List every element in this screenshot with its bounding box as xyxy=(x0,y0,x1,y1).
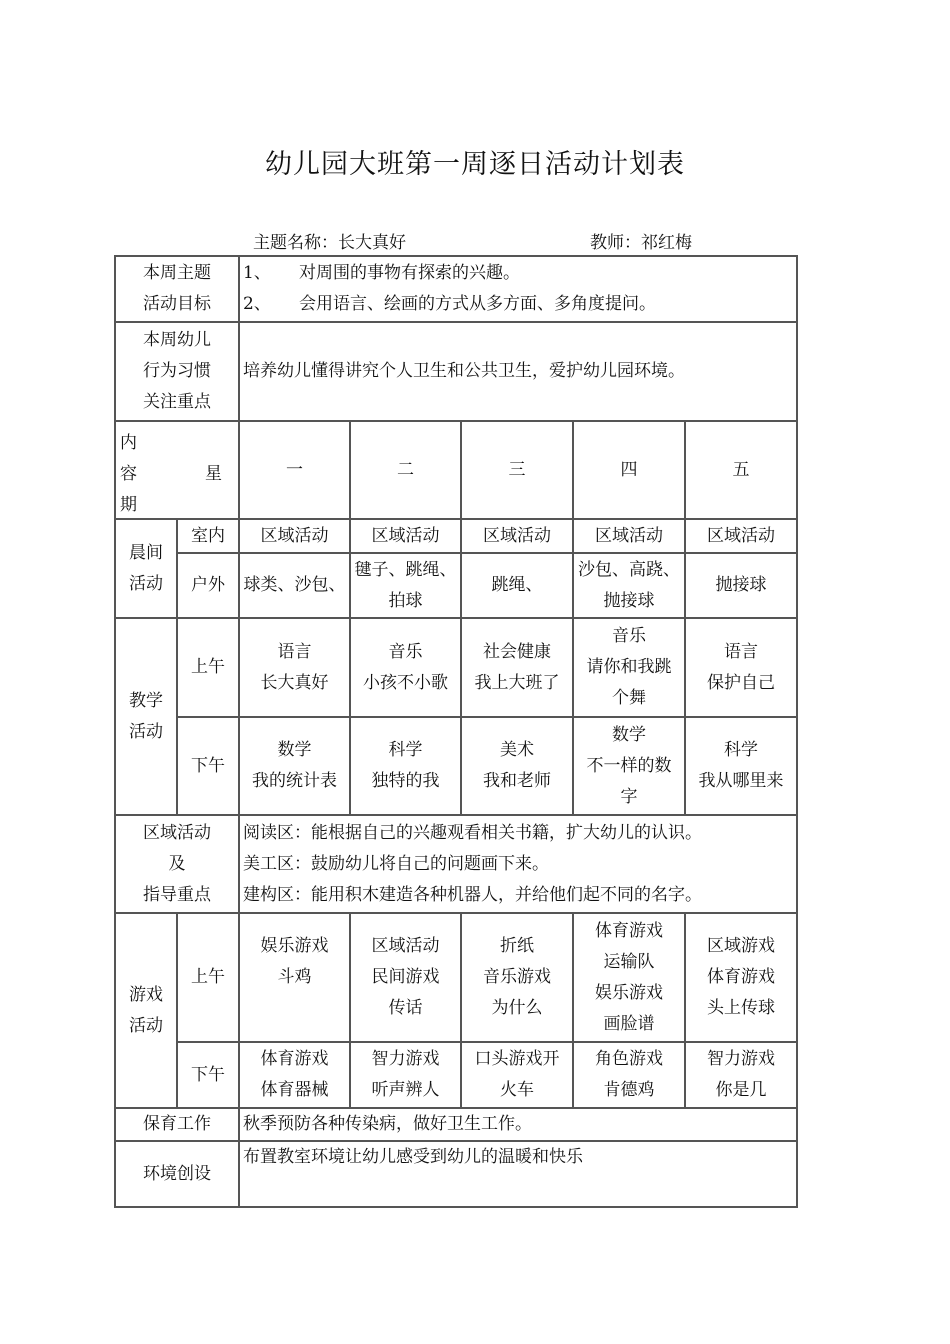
environment-label: 环境创设 xyxy=(115,1141,239,1207)
outdoor-label: 户外 xyxy=(177,553,239,618)
table-cell: 区域活动 民间游戏 传话 xyxy=(350,913,461,1042)
teaching-activity-label: 教学 活动 xyxy=(115,618,177,815)
table-cell: 科学 独特的我 xyxy=(350,717,461,815)
goals-label: 本周主题 活动目标 xyxy=(115,256,239,322)
pm-label: 下午 xyxy=(177,717,239,815)
weekday-header-row xyxy=(115,421,797,519)
am-label: 上午 xyxy=(177,913,239,1042)
care-label: 保育工作 xyxy=(115,1108,239,1141)
morning-outdoor-row xyxy=(115,553,797,618)
teacher-name: 教师：祁红梅 xyxy=(590,233,692,253)
environment-row xyxy=(115,1141,797,1207)
table-cell: 口头游戏开 火车 xyxy=(461,1042,573,1108)
table-cell: 数学 不一样的数 字 xyxy=(573,717,685,815)
area-row xyxy=(115,815,797,913)
goal-item: 1、 对周围的事物有探索的兴趣。 xyxy=(243,263,520,283)
weekday-header: 一 xyxy=(239,421,350,519)
table-cell: 区域游戏 体育游戏 头上传球 xyxy=(685,913,797,1042)
weekday-header: 四 xyxy=(573,421,685,519)
environment-content: 布置教室环境让幼儿感受到幼儿的温暖和快乐 xyxy=(239,1141,797,1207)
care-content: 秋季预防各种传染病，做好卫生工作。 xyxy=(239,1108,797,1141)
area-content: 阅读区：能根据自己的兴趣观看相关书籍，扩大幼儿的认识。 美工区：鼓励幼儿将自己的问题画下来。 建构区：能用积木建造各种机器人，并给他们起不同的名字。 xyxy=(239,815,797,913)
table-cell: 区域活动 xyxy=(461,519,573,553)
activity-plan-table xyxy=(114,255,798,1208)
table-cell: 跳绳、 xyxy=(461,553,573,618)
habits-row xyxy=(115,322,797,421)
care-row xyxy=(115,1108,797,1141)
table-cell: 数学 我的统计表 xyxy=(239,717,350,815)
teaching-pm-row xyxy=(115,717,797,815)
table-cell: 娱乐游戏 斗鸡 xyxy=(239,913,350,1042)
habits-label: 本周幼儿 行为习惯 关注重点 xyxy=(115,322,239,421)
pm-label: 下午 xyxy=(177,1042,239,1108)
table-cell: 毽子、跳绳、 拍球 xyxy=(350,553,461,618)
weekday-header: 二 xyxy=(350,421,461,519)
table-cell: 区域活动 xyxy=(685,519,797,553)
indoor-label: 室内 xyxy=(177,519,239,553)
table-cell: 音乐 小孩不小歌 xyxy=(350,618,461,717)
table-cell: 球类、沙包、 xyxy=(239,553,350,618)
table-cell: 区域活动 xyxy=(573,519,685,553)
area-label: 区域活动 及 指导重点 xyxy=(115,815,239,913)
goal-item: 2、 会用语言、绘画的方式从多方面、多角度提问。 xyxy=(243,294,656,314)
habits-content: 培养幼儿懂得讲究个人卫生和公共卫生，爱护幼儿园环境。 xyxy=(239,322,797,421)
table-cell: 折纸 音乐游戏 为什么 xyxy=(461,913,573,1042)
table-cell: 抛接球 xyxy=(685,553,797,618)
game-activity-label: 游戏 活动 xyxy=(115,913,177,1108)
morning-indoor-row xyxy=(115,519,797,553)
games-am-row xyxy=(115,913,797,1042)
table-cell: 社会健康 我上大班了 xyxy=(461,618,573,717)
table-cell: 区域活动 xyxy=(239,519,350,553)
goals-content xyxy=(239,256,797,322)
games-pm-row xyxy=(115,1042,797,1108)
table-cell: 智力游戏 听声辨人 xyxy=(350,1042,461,1108)
table-cell: 体育游戏 体育器械 xyxy=(239,1042,350,1108)
am-label: 上午 xyxy=(177,618,239,717)
goals-row xyxy=(115,256,797,322)
weekday-header: 五 xyxy=(685,421,797,519)
table-cell: 音乐 请你和我跳 个舞 xyxy=(573,618,685,717)
table-cell: 智力游戏 你是几 xyxy=(685,1042,797,1108)
morning-activity-label: 晨间 活动 xyxy=(115,519,177,618)
table-cell: 美术 我和老师 xyxy=(461,717,573,815)
teaching-am-row xyxy=(115,618,797,717)
table-cell: 语言 保护自己 xyxy=(685,618,797,717)
table-cell: 语言 长大真好 xyxy=(239,618,350,717)
table-cell: 体育游戏 运输队 娱乐游戏 画脸谱 xyxy=(573,913,685,1042)
page-title: 幼儿园大班第一周逐日活动计划表 xyxy=(265,149,685,180)
table-cell: 角色游戏 肯德鸡 xyxy=(573,1042,685,1108)
table-cell: 沙包、高跷、 抛接球 xyxy=(573,553,685,618)
theme-name: 主题名称：长大真好 xyxy=(253,233,406,253)
weekday-header: 三 xyxy=(461,421,573,519)
table-cell: 科学 我从哪里来 xyxy=(685,717,797,815)
table-cell: 区域活动 xyxy=(350,519,461,553)
content-weekday-corner: 内 星 容 期 xyxy=(115,421,239,519)
